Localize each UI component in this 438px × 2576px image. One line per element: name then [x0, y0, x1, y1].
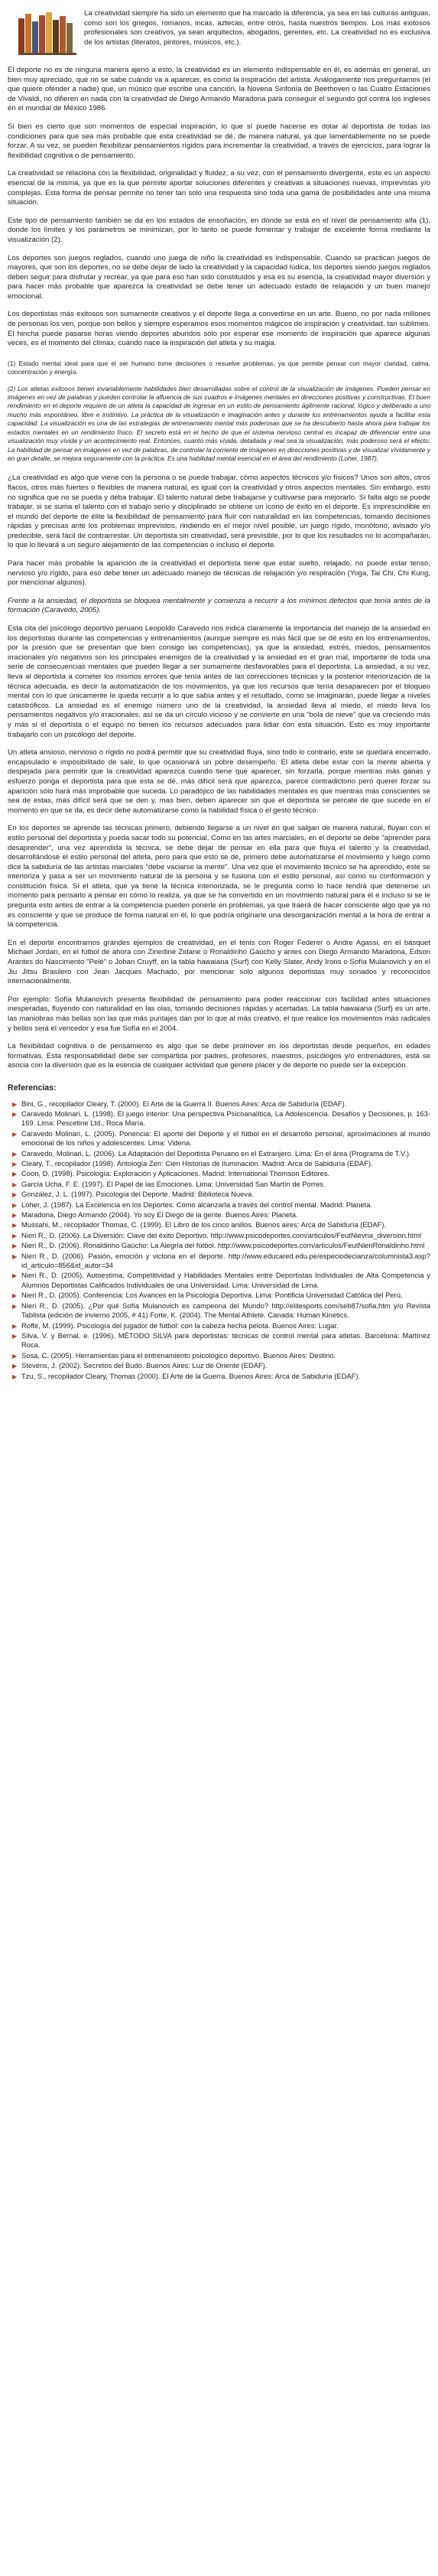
paragraph: Los deportes son juegos reglados, cuando uno juega de niño la creatividad es indispensable. Cuando se practican juegos de mayores, que son los deportes, no se debe dejar de lado la creatividad y la capacidad lúdica, los deportes siendo juegos reglados deben seguir para disfrutar y recrear, ya que para eso han sido constituidos y esa es su esencia, la creatividad mayor diversión y para hacer más probable que aparezca la creatividad se debe tener un adecuado estado de relajación y un buen manejo emocional. [8, 253, 430, 301]
reference-item [12, 1210, 430, 1220]
paragraph: ¿La creatividad es algo que viene con la persona o se puede trabajar, cómo aspectos técnicos y/o físicos? Unos son altos, otros flacos, otros más fuertes o flexibles de manera natural, es igual con la creatividad y otros aspectos mentales. Sin embargo, esto no significa que no se pueda y deba trabajar. El talento natural debe trabajarse y cultivarse para mejorarlo. Si falta algo se puede trabajar, si se suma el talento con el trabajo serio y disciplinado se obtiene un ícono de éxito en el deporte. Es imprescindible en el mundo del deporte de élite la flexibilidad de pensamiento para fluir con naturalidad en las competencias, tomando decisiones rápidas y precisas ante los problemas imprevistos, rindiendo en el mejor nivel posible, un juego rígido, monótono, avisado y/o predecible, será fácil de contrarrestar. Un deportista sin creatividad, será previsible, por lo que los resultados no lo acompañarán, lo que lo llevará a un seguro alejamiento de las competencias o incluso el deporte. [8, 474, 430, 550]
paragraph: Por ejemplo: Sofía Mulanovich presenta flexibilidad de pensamiento para poder reaccionar con facilidad antes situaciones inesperadas, fluyendo con naturalidad en las olas, tomando decisiones rápidas y acertadas. La tabla hawaiana (Surf) es un arte, las maniobras más bellas son las que más puntajes dan por lo que al más creativo, el que realice los movimientos más radicales y bellos será el vencedor y esa fue Sofía en el 2004. [8, 995, 430, 1033]
paragraph: En el deporte encontramos grandes ejemplos de creatividad, en el tenis con Roger Federer o Andre Agassi, en el básquet Michael Jordan, en el fútbol de ahora con Zinedine Zidane o Ronaldinho Gaúcho y antes con Diego Armando Maradona, Edson Arantes do Nascimento "Pelé" o Johan Cruyff, en la tabla hawaiana (Surf) con Kelly Slater, Andy Irons o Sofía Mulanovich y en el Jiu Jitsu Brasilero con Jean Jacques Machado, por mencionar solo algunos deportistas muy sonados y reconocidos internacionalmente. [8, 938, 430, 986]
reference-item [12, 1271, 430, 1290]
reference-item [12, 1159, 430, 1168]
bullet-icon: ▶ [12, 1222, 18, 1229]
reference-item [12, 1331, 430, 1350]
paragraph: En los deportes se aprende las técnicas primero, debiendo llegarse a un nivel en que salgan de manera natural, fluyan con el estilo personal del deportista y pueda sacar todo su potencial. Como en las artes marciales, en el deporte se debe "aprender para desaprender", una vez aprendida la técnica, se debe dejar de pensar en ella para que fluya el talento y la creatividad, desarrollándose el estilo personal del atleta, pero para que esto se dé, primero debe automatizarse el movimiento y luego como dice la sabiduría de las artistas marciales "debe vaciarse la mente". Una vez que el movimiento técnico se ha aprendido, este se interioriza y pasa a ser un movimiento natural de la persona y se fusiona con el estilo personal, así como su conformación y constitución física. Si el atleta, que ya tiene la técnica interiorizada, se le pregunta como lo hace tendrá que detenerse un momento para pensarlo a pensar en cómo lo realiza, ya que se ha convertido en un movimiento natural para él e incluso si se le pregunta esto antes de entrar a la competencia pueden ponerle en problemas, ya que traerá de hacer consciente algo que ya no es consciente y que se produce de forma natural en él, lo que podría originarle una desorganización mental a la hora de entrar a la competencia. [8, 824, 430, 930]
reference-item [12, 1149, 430, 1158]
section-b [8, 474, 430, 588]
reference-item [12, 1372, 430, 1381]
reference-text: Coon, D. (1998). Psicología: Exploración y Aplicaciones. Madrid: International Thomson Editores. [21, 1169, 330, 1178]
bullet-icon: ▶ [12, 1191, 18, 1199]
reference-text: Tzu, S., recopilador Cleary, Thomas (2000). El Arte de la Guerra. Buenos Aires: Arca de Sabiduría (EDAF). [21, 1371, 361, 1380]
quote-caravedo: Frente a la ansiedad, el deportista se bloquea mentalmente y comienza a recurrir a los mínimos defectos que tenía antes de la formación (Caravedo, 2005). [8, 596, 430, 615]
footnotes [8, 360, 430, 463]
reference-text: Nieri R., D. (2005). Autoestima, Competitividad y Habilidades Mentales entre Deportistas Individuales de Alta Competencia y Alumnos Deportistas Calificados Individuales de una Universidad. Lima: Universidad de Lima. [21, 1271, 430, 1289]
reference-text: Cleary, T., recopilador (1998). Antología Zen: Cien Historias de Iluminación. Madrid: Arca de Sabiduría (EDAF). [21, 1159, 373, 1168]
paragraph: Si bien es cierto que son momentos de especial inspiración, lo que sí puede hacerse es dotar al deportista de todas las condiciones para que sea más probable que esta creatividad se dé, de manera natural, ya que lamentablemente no se puede forzar. A su vez, se pueden flexibilizar pensamientos rígidos para incrementar la creatividad, a través de ejercicios, para lograr la flexibilidad cognitiva o de pensamiento. [8, 122, 430, 160]
references-list [8, 1099, 430, 1381]
bullet-icon: ▶ [12, 1302, 18, 1310]
paragraph: El deporte no es de ninguna manera ajeno a esto, la creatividad es un elemento indispensable en él, es además en general, un bien muy apreciado, que no se sabe cuándo va a aparecer, es como la inspiración del artista. Análogamente nos preguntamos (el que quiere ofender a nadie) que, un músico que escribe una canción, la Novena Sinfonía de Beethoven o las Cuatro Estaciones de Vivaldi, no difieren en nada con la creatividad de Diego Armando Maradona para conseguir el segundo gol contra los ingleses en el mundial de México 1986. [8, 66, 430, 113]
bullet-icon: ▶ [12, 1363, 18, 1370]
bullet-icon: ▶ [12, 1150, 18, 1158]
paragraph: La creatividad se relaciona con la flexibilidad, originalidad y fluidez, a su vez, con el pensamiento divergente, este es un aspecto esencial de la misma, ya que es la que permite aportar soluciones diferentes y creativas a situaciones nuevas, imprevistas y/o complejas. Esta forma de pensar permite no tener tan solo una respuesta sino toda una gama de posibilidades ante una misma situación. [8, 169, 430, 207]
reference-text: Nieri R., D. (2005). Conferencia: Los Avances en la Psicología Deportiva. Lima: Pontificia Universidad Católica del Perú. [21, 1291, 403, 1300]
reference-item [12, 1351, 430, 1360]
section-c [8, 624, 430, 1071]
bullet-icon: ▶ [12, 1181, 18, 1188]
bullet-icon: ▶ [12, 1110, 18, 1118]
paragraph: Este tipo de pensamiento también se da en los estados de ensoñación, en donde se está en el nivel de pensamiento alfa (1), donde los límites y los parámetros se minimizan, por lo tanto se puede fomentar y trabajar de excelente forma mediante la visualización (2). [8, 216, 430, 244]
reference-text: Caravedo, Molinari, L. (2006). La Adaptación del Deportista Peruano en el Extranjero. Lima: En el área (Programa de T.V.). [21, 1148, 411, 1158]
references-heading: Referencias: [8, 1083, 57, 1093]
bullet-icon: ▶ [12, 1171, 18, 1178]
reference-text: Bini, G., recopilador Cleary, T. (2000). El Arte de la Guerra II. Buenos Aires: Arca de Sabiduría (EDAF). [21, 1099, 347, 1108]
reference-item [12, 1241, 430, 1250]
reference-item [12, 1252, 430, 1271]
reference-text: Roffé, M. (1999). Psicología del jugador de fútbol: con la cabeza hecha pelota. Buenos Aires: Lugar. [21, 1321, 339, 1330]
reference-item [12, 1169, 430, 1178]
bullet-icon: ▶ [12, 1201, 18, 1209]
paragraph: (2) Los atletas exitosos tienen invariablemente habilidades bien desarrolladas sobre el control de la visualización de imágenes. Pueden pensar en imágenes en vez de palabras y pueden controlar la afluencia de sus cuadros e imágenes mentales en direcciones positivas y constructivas. El buen rendimiento en el deporte requiere de un atleta la capacidad de ingresar en un estilo de pensamiento ágilmente racional, lógico y deliberado a uno mucho más espontáneo, libre e instintivo. La práctica de la visualización e imaginación antes y durante los entrenamientos ayuda a facilitar esta capacidad. La visualización es una de las estrategias de entrenamiento mental más poderosas que se ha descubierto hasta ahora para trabajar los estados mentales en un rendimiento físico. El secreto está en el hecho de que el sistema nervioso central es incapaz de diferenciar entre una visualización muy vívida y un acontecimiento real. Entonces, cuanto más vívida, detallada y real sea la visualización, más poderoso será el efecto. La habilidad de pensar en imágenes en vez de palabras, de controlar la corriente de imágenes en direcciones positivas y de visualizar vívidamente y en gran detalle, se mejora seguramente con la práctica. Es una habilidad mental esencial en el área del rendimiento (Loher, 1987). [8, 384, 430, 462]
reference-text: Maradona, Diego Armando (2004). Yo soy El Diego de la gente. Buenos Aires: Planeta. [21, 1210, 298, 1220]
section-a [8, 66, 430, 349]
reference-item [12, 1231, 430, 1240]
reference-item [12, 1220, 430, 1229]
reference-text: González, J. L. (1997). Psicología del Deporte. Madrid: Biblioteca Nueva. [21, 1190, 254, 1199]
reference-text: Nieri R., D. (2006). La Diversión: Clave del éxito Deportivo. http://www.psicodeportes.com/articulos/FeutNievria_diversion.html [21, 1230, 422, 1239]
article [8, 0, 430, 1397]
bullet-icon: ▶ [12, 1252, 18, 1260]
reference-item [12, 1321, 430, 1330]
reference-item [12, 1291, 430, 1300]
paragraph: La flexibilidad cognitiva o de pensamiento es algo que se debe promover en los deportistas desde pequeños, en edades formativas. Esta responsabilidad debe ser compartida por padres, profesores, maestros, psicólogos y/o entrenadores, está se asocia con la diversión que es la esencia de cualquier actividad que genere placer y de deporte no puede ser la excepción. [8, 1042, 430, 1070]
bullet-icon: ▶ [12, 1322, 18, 1330]
reference-item [12, 1301, 430, 1321]
bullet-icon: ▶ [12, 1130, 18, 1138]
bullet-icon: ▶ [12, 1161, 18, 1168]
bullet-icon: ▶ [12, 1352, 18, 1360]
reference-item [12, 1180, 430, 1189]
paragraph: Un atleta ansioso, nervioso o rígido no podrá permitir que su creatividad fluya, sino todo lo contrario, este se quedará encerrado, encapsulado e imposibilitado de salir, lo que ocasionará un pobre desempeño. El atleta debe estar con la mente abierta y despejada para permitir que la creatividad aparezca cuando tiene que aparecer, sin forzarla, porque mientras más ganas y esfuerzo ponga el deportista para que esta se dé, más difícil será que aparezca, parece contradictorio pero querer forzar su aparición sólo hará más improbable que suceda. Lo paradójico de las habilidades mentales es que mientras más conscientes se sea de estas, más difícil será que se den y, mas bien, deben aparecer sin que el deportista se percate de que sucede en el momento en que se da, es decir debe automatizarse como la habilidad física o el gesto técnico. [8, 748, 430, 815]
bullet-icon: ▶ [12, 1212, 18, 1220]
paragraph: Para hacer más probable la aparición de la creatividad el deportista tiene que estar suelto, relajado, no puede estar tenso, nervioso y/o rígido, para eso debe tener un adecuado manejo de técnicas de relajación y/o respiración (Yoga, Tai Chi, Chi Kung, por mencionar algunos). [8, 559, 430, 588]
reference-text: Caravedo Molinari, L. (1998). El juego interior: Una perspectiva Psicoanalítica, La Adolescencia. Desafíos y Decisiones, p. 163-169. Lima: Pescetine Ltd., Roca María. [21, 1109, 430, 1128]
reference-text: Nieri R., D. (2005). ¿Por qué Sofía Mulanovich es campeona del Mundo? http://elitesports.com/seb87/sofia.htm y/o Revista Tablista (edición de invierno 2005, # 41) Forte, K. (2004). The Mental Athlete. Canada: Human Kinetics. [21, 1301, 430, 1320]
reference-item [12, 1109, 430, 1128]
books-illustration [18, 11, 76, 54]
reference-text: Silva, V. y Bernal, e. (1996). MÉTODO SILVA para deportistas: técnicas de control mental para atletas. Barcelona: Martínez Roca. [21, 1330, 430, 1350]
reference-item [12, 1361, 430, 1370]
intro-paragraph: La creatividad siempre ha sido un elemento que ha marcado la diferencia, ya sea en las culturas antiguas, como son los griegos, romanos, incas, aztecas, entre otros, hasta nuestros tiempos. Los más exitosos profesionales son creativos, ya sean arquitectos, abogados, gerentes, etc. La creatividad no es exclusiva de los artistas (literatos, pintores, músicos, etc.). [84, 9, 430, 47]
reference-text: Nieri R., D. (2006). Ronaldinho Gaúcho: La Alegría del fútbol. http://www.psicodeportes.com/articulos/FeutNieriRonaldinho.html [21, 1241, 425, 1250]
reference-text: Sosa, C. (2005). Herramientas para el entrenamiento psicológico deportivo. Buenos Aires: Destino. [21, 1350, 336, 1360]
reference-text: Mussahi, M., recopilador Thomas, C. (1999). El Libro de los cinco anillos. Buenos aires: Arca de Sabiduría (EDAF). [21, 1220, 387, 1229]
bullet-icon: ▶ [12, 1232, 18, 1239]
bullet-icon: ▶ [12, 1100, 18, 1108]
reference-text: Caravedo Molinari, L. (2005). Ponencia: El aporte del Deporte y el fútbol en el desarrollo personal, aproximaciones al mundo emocional de los niños y adolescentes. Lima: Videna. [21, 1128, 430, 1148]
paragraph: Los deportistas más exitosos son sumamente creativos y el deporte llega a convertirse en un arte. Bueno, no por nada millones de personas los ven, porque son bellos y siempre esperamos esos momentos mágicos de inspiración y creatividad, tan sublimes. El hincha puede pasarse horas viendo deportes aburidos sólo por esperar ese momento de inspiración que aparece algunas veces, es el momento del clímax, cuando nace la inspiración del atleta y su magia. [8, 310, 430, 348]
paragraph: (1) Estado mental ideal para que el ser humano tome decisiones o resuelve problemas, ya que permite pensar con mayor claridad, calma, concentración y energía. [8, 359, 430, 376]
reference-item [12, 1099, 430, 1109]
reference-text: Stevens, J. (2002). Secretos del Budo. Buenos Aires: Luz de Oriente (EDAF). [21, 1361, 268, 1370]
bullet-icon: ▶ [12, 1272, 18, 1280]
reference-item [12, 1200, 430, 1210]
reference-text: Loher, J. (1987). La Excelencia en los Deportes: Cómo alcanzarla a través del control mental. Madrid: Planeta. [21, 1200, 373, 1209]
bullet-icon: ▶ [12, 1373, 18, 1380]
intro-block [8, 9, 430, 58]
bullet-icon: ▶ [12, 1292, 18, 1300]
paragraph: Esta cita del psicólogo deportivo peruano Leopoldo Caravedo nos indica claramente la importancia del manejo de la ansiedad en los deportistas durante las competencias y entrenamientos (aunque siempre es más fácil que se dé esto en los entrenamientos, por la presión que se presentan que bien consigo las competencias), ya que la ansiedad, estrés, miedos, pensamientos irracionales y/o negativos son los principales enemigos de la creatividad y la ansiedad es el gran mal, importante de toda una serie de consecuencias mentales que pueden llegar a ser sumamente desfavorables para el deportista. La ansiedad, a su vez, lleva al deportista a cometer los mismos errores que tenía antes de las correcciones técnicas y la posterior interiorización de la técnica adecuada, es decir la automatización de los movimientos, ya que los recursos que tenía desaparecen por el bloqueo mental con lo que únicamente le queda recurrir a lo que sabía antes y el resultado, como se imaginarán, puede llegar a niveles catastróficos. La ansiedad es el enemigo número uno de la creatividad, la ansiedad lleva al miedo, el miedo lleva los pensamientos negativos y/o irracionales, así se da un círculo vicioso y se convierte en una "bola de nieve" que va creciendo más y más si el deportista o el equipo no tienen los recursos adecuados para lidiar con esta situación. Esto es muy importante trabajarlo con un psicólogo del deporte. [8, 624, 430, 739]
reference-item [12, 1190, 430, 1199]
reference-text: García Ucha, F. E. (1997). El Papel de las Emociones. Lima: Universidad San Martín de Porres. [21, 1179, 326, 1188]
bullet-icon: ▶ [12, 1242, 18, 1250]
reference-text: Nieri R., D. (2006). Pasión, emoción y victoria en el deporte. http://www.educared.edu.pe/especiodecianza/columnista3.asp?id_articulo=856&id_autor=34 [21, 1251, 430, 1270]
bullet-icon: ▶ [12, 1332, 18, 1340]
reference-item [12, 1129, 430, 1148]
